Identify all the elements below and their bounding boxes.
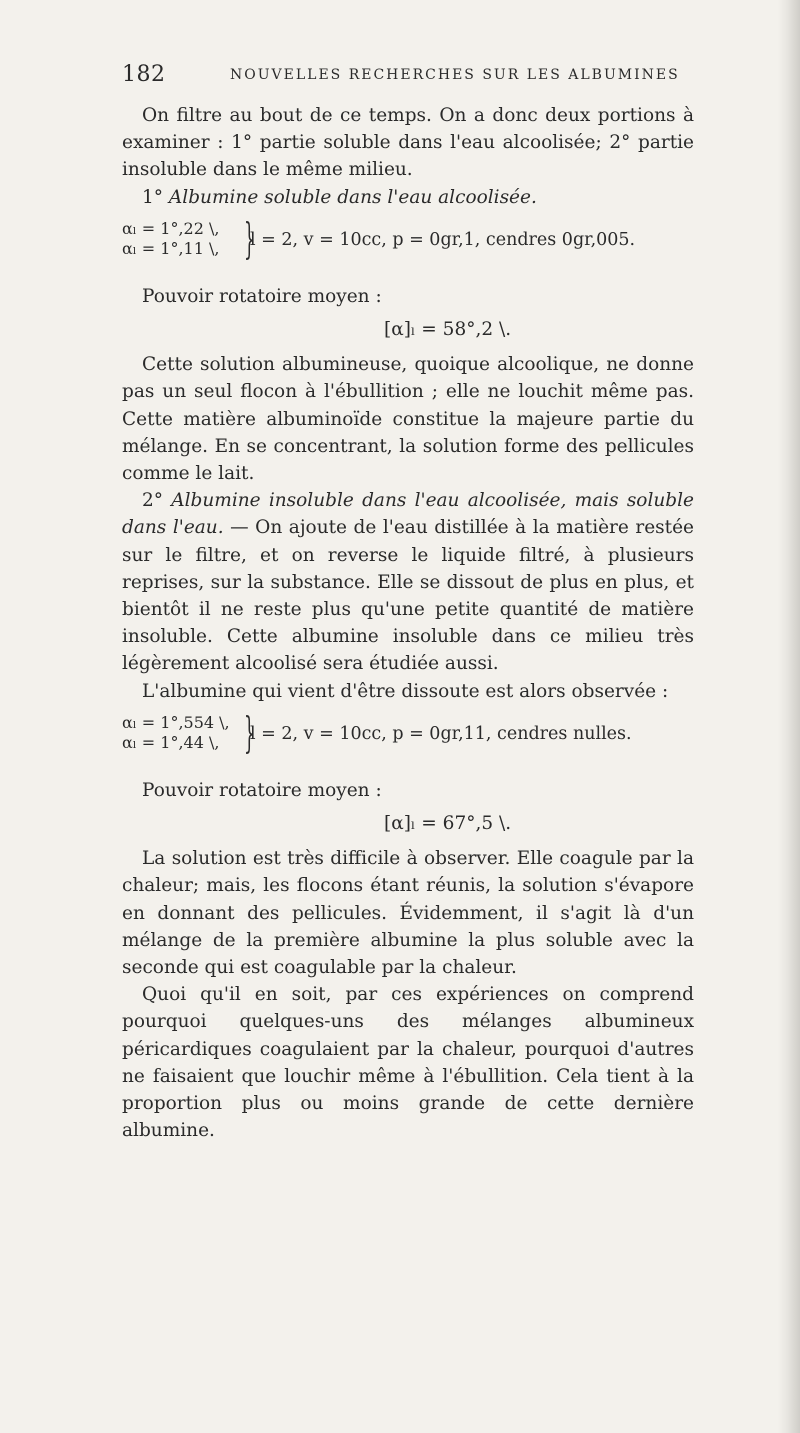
- section-2: [122, 487, 694, 677]
- section-number-2: 2°: [142, 490, 164, 512]
- paragraph-solution: Cette solution albumineuse, quoique alcoolique, ne donne pas un seul flocon à l'ébullition ; elle ne louchit même pas. Cette matière albuminoïde constitue la majeure partie du mélange. En se concentrant, la solution forme des pellicules comme le lait.: [122, 354, 694, 485]
- section-number-1: 1°: [142, 186, 164, 208]
- rotatory-power-label-2: Pouvoir rotatoire moyen :: [142, 779, 382, 801]
- formula-measurement-1: [122, 215, 694, 275]
- brace-glyph: }: [244, 707, 255, 757]
- running-title: NOUVELLES RECHERCHES SUR LES ALBUMINES: [230, 67, 680, 83]
- rotatory-power-value-2: [α]ₗ = 67°,5 \.: [384, 813, 512, 835]
- formula-alpha-values-2: [122, 713, 230, 753]
- rotatory-power-label-1: Pouvoir rotatoire moyen :: [142, 285, 382, 307]
- brace-glyph: }: [244, 213, 255, 263]
- paragraph-difficult: La solution est très difficile à observer. Elle coagule par la chaleur; mais, les flocons étant réunis, la solution s'évapore en donnant des pellicules. Évidemment, il s'agit là d'un mélange de la première albumine la plus soluble avec la seconde qui est coagulable par la chaleur.: [122, 848, 694, 979]
- section-title-1: Albumine soluble dans l'eau alcoolisée.: [168, 186, 537, 208]
- page-number: 182: [122, 62, 166, 87]
- alpha-line: αₗ = 1°,22 \,: [122, 218, 220, 238]
- formula-alpha-values-1: [122, 219, 230, 259]
- page-header: [122, 62, 682, 90]
- section-title-2: Albumine insoluble dans l'eau alcoolisée, mais soluble dans l'eau.: [122, 490, 694, 539]
- section-text-2: — On ajoute de l'eau distillée à la matière restée sur le filtre, et on reverse le liquide filtré, à plusieurs reprises, sur la substance. Elle se dissout de plus en plus, et bientôt il ne reste plus qu'une petite quantité de matière insoluble. Cette albumine insoluble dans ce milieu très légèrement alcoolisé sera étudiée aussi.: [122, 517, 695, 675]
- rotatory-power-value-1: [α]ₗ = 58°,2 \.: [384, 319, 512, 341]
- alpha-line: αₗ = 1°,11 \,: [122, 238, 220, 258]
- alpha-line: αₗ = 1°,44 \,: [122, 732, 220, 752]
- page-body: [122, 102, 694, 1145]
- formula-params-1: l = 2, v = 10cc, p = 0gr,1, cendres 0gr,005.: [250, 229, 636, 250]
- paragraph-intro: On filtre au bout de ce temps. On a donc deux portions à examiner : 1° partie soluble dans l'eau alcoolisée; 2° partie insoluble dans le même milieu.: [122, 105, 694, 181]
- section-heading-1: [122, 184, 694, 211]
- alpha-line: αₗ = 1°,554 \,: [122, 712, 230, 732]
- formula-measurement-2: [122, 709, 694, 769]
- page-edge-shadow: [778, 0, 800, 1433]
- paragraph-conclusion: Quoi qu'il en soit, par ces expériences on comprend pourquoi quelques-uns des mélanges albumineux péricardiques coagulaient par la chaleur, pourquoi d'autres ne faisaient que louchir même à l'ébullition. Cela tient à la proportion plus ou moins grande de cette dernière albumine.: [122, 984, 694, 1142]
- formula-params-2: l = 2, v = 10cc, p = 0gr,11, cendres nulles.: [250, 723, 632, 744]
- paragraph-observation: L'albumine qui vient d'être dissoute est alors observée :: [142, 680, 669, 702]
